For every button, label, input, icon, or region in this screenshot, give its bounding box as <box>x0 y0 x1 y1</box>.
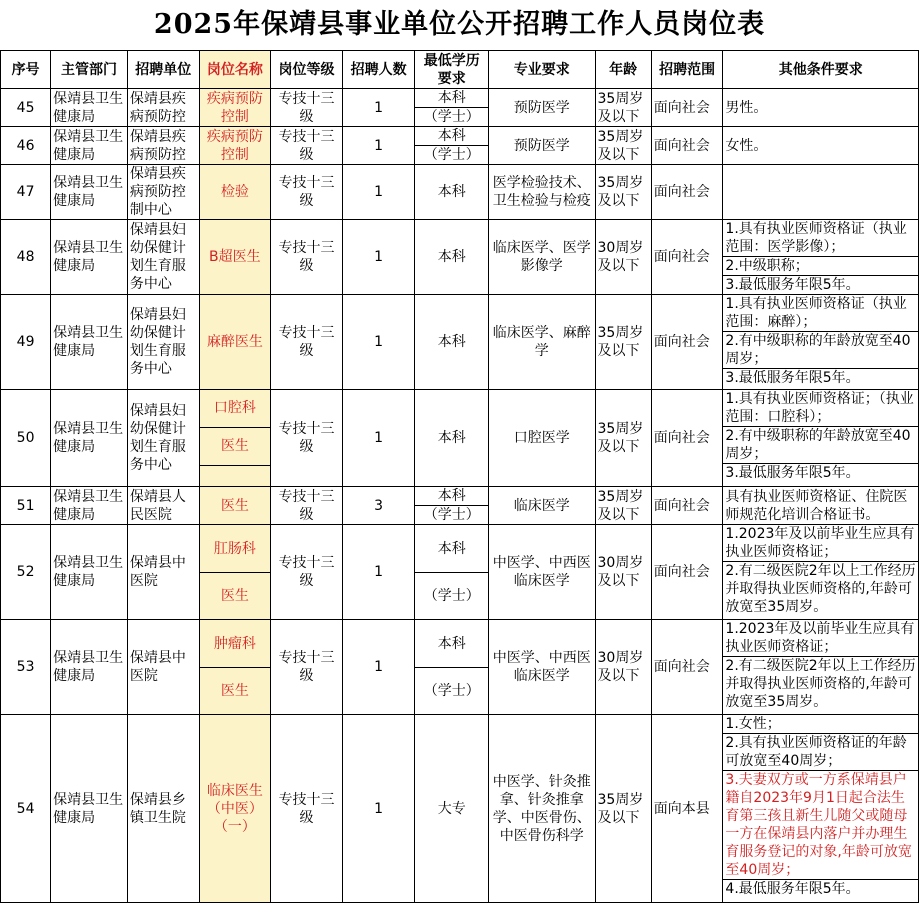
cell-major: 临床医学 <box>489 487 595 525</box>
cell-edu: 本科 <box>415 165 489 220</box>
cell-no: 47 <box>1 165 51 220</box>
note-line: 2.有二级医院2年以上工作经历并取得执业医师资格的,年龄可放宽至35周岁。 <box>725 563 916 615</box>
note-line: 1.女性； <box>723 715 918 734</box>
edu-title: （学士） <box>423 147 480 163</box>
cell-pos: B超医生 <box>199 220 271 295</box>
cell-edu <box>415 620 489 715</box>
cell-scope: 面向社会 <box>651 127 723 165</box>
cell-unit: 保靖县妇幼保健计划生育服务中心 <box>127 295 199 390</box>
cell-age: 35周岁及以下 <box>595 89 651 127</box>
pos-dept: 口腔科 <box>200 390 271 428</box>
cell-major: 中医学、中西医临床医学 <box>489 525 595 620</box>
cell-level: 专技十三级 <box>271 165 343 220</box>
cell-level: 专技十三级 <box>271 487 343 525</box>
cell-notes <box>723 525 919 620</box>
cell-no: 53 <box>1 620 51 715</box>
cell-level: 专技十三级 <box>271 127 343 165</box>
cell-major: 预防医学 <box>489 89 595 127</box>
header-count: 招聘人数 <box>342 51 415 89</box>
header-no: 序号 <box>1 51 51 89</box>
header-dept: 主管部门 <box>51 51 128 89</box>
cell-edu <box>415 525 489 620</box>
cell-count: 1 <box>342 715 415 903</box>
note-line: 2.有二级医院2年以上工作经历并取得执业医师资格的,年龄可放宽至35周岁。 <box>725 658 916 710</box>
cell-pos: 医生 <box>199 487 271 525</box>
cell-major: 口腔医学 <box>489 390 595 487</box>
cell-major: 中医学、中西医临床医学 <box>489 620 595 715</box>
cell-scope: 面向社会 <box>651 89 723 127</box>
cell-age: 35周岁及以下 <box>595 715 651 903</box>
cell-count: 1 <box>342 525 415 620</box>
cell-pos: 麻醉医生 <box>199 295 271 390</box>
note-line: 1.2023年及以前毕业生应具有执业医师资格证； <box>723 620 918 657</box>
cell-scope: 面向社会 <box>651 390 723 487</box>
cell-scope: 面向本县 <box>651 715 723 903</box>
cell-unit: 保靖县人民医院 <box>127 487 199 525</box>
cell-unit: 保靖县妇幼保健计划生育服务中心 <box>127 220 199 295</box>
cell-major: 临床医学、麻醉学 <box>489 295 595 390</box>
note-line: 4.最低服务年限5年。 <box>725 881 860 897</box>
edu-title: （学士） <box>423 587 480 604</box>
cell-level: 专技十三级 <box>271 525 343 620</box>
note-line: 1.2023年及以前毕业生应具有执业医师资格证； <box>723 525 918 562</box>
note-line: 1.具有执业医师资格证（执业范围：医学影像）； <box>723 220 918 257</box>
note-line: 2.中级职称； <box>723 257 918 276</box>
table-row <box>1 715 919 903</box>
header-notes: 其他条件要求 <box>723 51 919 89</box>
note-line: 3.最低服务年限5年。 <box>725 465 860 481</box>
cell-scope: 面向社会 <box>651 165 723 220</box>
cell-no: 54 <box>1 715 51 903</box>
cell-age: 35周岁及以下 <box>595 165 651 220</box>
cell-no: 49 <box>1 295 51 390</box>
pos-role: 医生 <box>220 587 249 604</box>
cell-unit: 保靖县疾病预防控制中心 <box>127 165 199 220</box>
cell-pos <box>199 525 271 620</box>
cell-edu <box>415 127 489 165</box>
cell-count: 1 <box>342 620 415 715</box>
edu-degree: 本科 <box>415 526 488 573</box>
table-row <box>1 165 919 220</box>
page-title: 2025年保靖县事业单位公开招聘工作人员岗位表 <box>153 9 766 40</box>
cell-dept: 保靖县卫生健康局 <box>51 715 128 903</box>
cell-major: 预防医学 <box>489 127 595 165</box>
cell-scope: 面向社会 <box>651 487 723 525</box>
cell-count: 1 <box>342 295 415 390</box>
note-line: 3.最低服务年限5年。 <box>725 370 860 386</box>
cell-major: 医学检验技术、卫生检验与检疫 <box>489 165 595 220</box>
cell-notes: 男性。 <box>723 89 919 127</box>
table-row <box>1 89 919 127</box>
cell-age: 35周岁及以下 <box>595 127 651 165</box>
cell-unit: 保靖县中医院 <box>127 525 199 620</box>
cell-major: 中医学、针灸推拿、针灸推拿学、中医骨伤、中医骨伤科学 <box>489 715 595 903</box>
cell-scope: 面向社会 <box>651 620 723 715</box>
cell-age: 30周岁及以下 <box>595 525 651 620</box>
cell-notes <box>723 165 919 220</box>
cell-edu: 本科 <box>415 390 489 487</box>
cell-level: 专技十三级 <box>271 295 343 390</box>
table-row <box>1 390 919 487</box>
note-line: 2.有中级职称的年龄放宽至40周岁； <box>723 427 918 464</box>
cell-pos: 检验 <box>199 165 271 220</box>
cell-notes <box>723 715 919 903</box>
header-level: 岗位等级 <box>271 51 343 89</box>
table-row <box>1 295 919 390</box>
edu-title: （学士） <box>423 682 480 699</box>
note-line: 2.有中级职称的年龄放宽至40周岁； <box>723 332 918 369</box>
note-line-highlight: 3.夫妻双方或一方系保靖县户籍自2023年9月1日起合法生育第三孩且新生儿随父或随母一方在保靖县内落户并办理生育服务登记的对象,年龄可放宽至40周岁； <box>723 771 918 880</box>
header-age: 年龄 <box>595 51 651 89</box>
cell-notes <box>723 295 919 390</box>
cell-count: 1 <box>342 89 415 127</box>
cell-level: 专技十三级 <box>271 620 343 715</box>
cell-pos <box>199 390 271 487</box>
pos-role: 医生 <box>220 682 249 699</box>
cell-dept: 保靖县卫生健康局 <box>51 525 128 620</box>
cell-major: 临床医学、医学影像学 <box>489 220 595 295</box>
cell-dept: 保靖县卫生健康局 <box>51 89 128 127</box>
cell-scope: 面向社会 <box>651 220 723 295</box>
pos-role: 医生 <box>200 428 271 466</box>
note-line: 1.具有执业医师资格证（执业范围：麻醉）； <box>723 295 918 332</box>
table-row <box>1 620 919 715</box>
pos-dept: 肛肠科 <box>200 526 271 573</box>
pos-dept: 肿瘤科 <box>200 621 271 668</box>
header-scope: 招聘范围 <box>651 51 723 89</box>
edu-degree: 本科 <box>415 487 488 506</box>
header-unit: 招聘单位 <box>127 51 199 89</box>
cell-age: 30周岁及以下 <box>595 220 651 295</box>
cell-pos: 疾病预防控制 <box>199 127 271 165</box>
cell-no: 50 <box>1 390 51 487</box>
cell-scope: 面向社会 <box>651 525 723 620</box>
header-edu: 最低学历要求 <box>415 51 489 89</box>
cell-no: 48 <box>1 220 51 295</box>
pos-blank <box>200 466 271 486</box>
edu-title: （学士） <box>423 507 480 523</box>
header-major: 专业要求 <box>489 51 595 89</box>
cell-notes <box>723 220 919 295</box>
edu-degree: 本科 <box>415 621 488 668</box>
cell-age: 35周岁及以下 <box>595 295 651 390</box>
cell-notes: 女性。 <box>723 127 919 165</box>
cell-edu: 本科 <box>415 220 489 295</box>
table-row <box>1 127 919 165</box>
header-row <box>1 51 919 89</box>
cell-edu: 本科 <box>415 295 489 390</box>
cell-pos: 临床医生（中医）（一） <box>199 715 271 903</box>
cell-dept: 保靖县卫生健康局 <box>51 620 128 715</box>
cell-dept: 保靖县卫生健康局 <box>51 390 128 487</box>
note-line: 3.最低服务年限5年。 <box>725 277 860 293</box>
edu-title: （学士） <box>423 109 480 125</box>
cell-count: 1 <box>342 127 415 165</box>
cell-age: 30周岁及以下 <box>595 620 651 715</box>
cell-level: 专技十三级 <box>271 715 343 903</box>
cell-unit: 保靖县乡镇卫生院 <box>127 715 199 903</box>
cell-scope: 面向社会 <box>651 295 723 390</box>
cell-age: 35周岁及以下 <box>595 487 651 525</box>
cell-no: 45 <box>1 89 51 127</box>
cell-age: 35周岁及以下 <box>595 390 651 487</box>
edu-degree: 本科 <box>415 89 488 108</box>
cell-edu <box>415 487 489 525</box>
cell-edu <box>415 89 489 127</box>
cell-count: 1 <box>342 220 415 295</box>
cell-level: 专技十三级 <box>271 220 343 295</box>
cell-notes <box>723 390 919 487</box>
cell-dept: 保靖县卫生健康局 <box>51 220 128 295</box>
cell-count: 1 <box>342 165 415 220</box>
cell-no: 52 <box>1 525 51 620</box>
cell-pos: 疾病预防控制 <box>199 89 271 127</box>
table-row <box>1 525 919 620</box>
job-table <box>0 50 919 903</box>
cell-notes <box>723 620 919 715</box>
cell-level: 专技十三级 <box>271 89 343 127</box>
edu-degree: 本科 <box>415 127 488 146</box>
table-row <box>1 487 919 525</box>
cell-dept: 保靖县卫生健康局 <box>51 165 128 220</box>
cell-pos <box>199 620 271 715</box>
cell-count: 1 <box>342 390 415 487</box>
cell-unit: 保靖县疾病预防控 <box>127 127 199 165</box>
cell-dept: 保靖县卫生健康局 <box>51 127 128 165</box>
cell-dept: 保靖县卫生健康局 <box>51 295 128 390</box>
cell-count: 3 <box>342 487 415 525</box>
cell-dept: 保靖县卫生健康局 <box>51 487 128 525</box>
cell-level: 专技十三级 <box>271 390 343 487</box>
note-line: 2.具有执业医师资格证的年龄可放宽至40周岁； <box>723 734 918 771</box>
cell-unit: 保靖县妇幼保健计划生育服务中心 <box>127 390 199 487</box>
note-line: 1.具有执业医师资格证；（执业范围：口腔科）； <box>723 390 918 427</box>
cell-edu: 大专 <box>415 715 489 903</box>
cell-unit: 保靖县疾病预防控 <box>127 89 199 127</box>
cell-no: 51 <box>1 487 51 525</box>
header-pos: 岗位名称 <box>199 51 271 89</box>
cell-no: 46 <box>1 127 51 165</box>
cell-unit: 保靖县中医院 <box>127 620 199 715</box>
cell-notes: 具有执业医师资格证、住院医师规范化培训合格证书。 <box>723 487 919 525</box>
table-row <box>1 220 919 295</box>
